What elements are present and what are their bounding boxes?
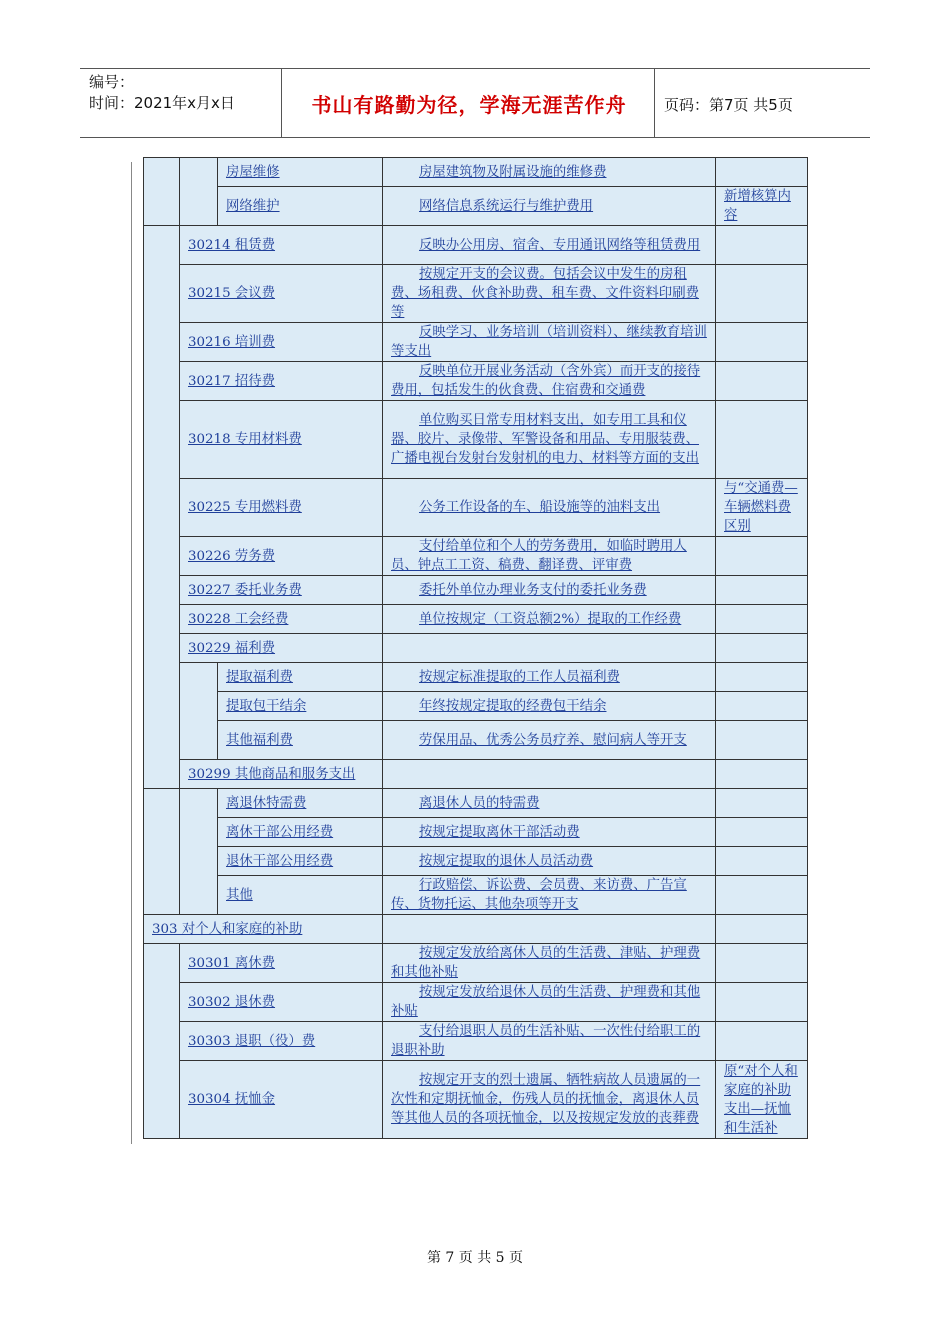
item-note-cell	[716, 362, 808, 401]
item-name-cell	[218, 721, 383, 760]
item-name-cell	[180, 760, 383, 789]
item-desc-cell	[383, 362, 716, 401]
item-desc-cell	[383, 576, 716, 605]
item-desc-cell	[383, 983, 716, 1022]
table-row	[144, 537, 808, 576]
item-name-cell	[180, 265, 383, 323]
item-link[interactable]: 30216 培训费	[188, 334, 276, 350]
expense-table-container	[143, 157, 807, 1139]
indent-cell	[144, 789, 180, 915]
item-desc[interactable]: 单位购买日常专用材料支出，如专用工具和仪器、胶片、录像带、军警设备和用品、专用服装费、广播电视台发射台发射机的电力、材料等方面的支出	[391, 413, 699, 466]
item-name-cell	[180, 1061, 383, 1139]
table-row	[144, 187, 808, 226]
item-desc-cell	[383, 634, 716, 663]
item-desc[interactable]: 按规定发放给离休人员的生活费、津贴、护理费和其他补贴	[391, 946, 701, 980]
item-name-cell	[218, 847, 383, 876]
item-desc[interactable]: 单位按规定（工资总额2%）提取的工作经费	[419, 611, 682, 627]
table-row	[144, 876, 808, 915]
header-divider	[654, 69, 655, 137]
item-link[interactable]: 30299 其他商品和服务支出	[188, 766, 356, 782]
item-desc[interactable]: 年终按规定提取的经费包干结余	[419, 698, 607, 714]
item-note-cell	[716, 818, 808, 847]
table-row	[144, 760, 808, 789]
item-note-cell	[716, 576, 808, 605]
item-desc-cell	[383, 605, 716, 634]
item-note-cell	[716, 401, 808, 479]
header-motto: 书山有路勤为径，学海无涯苦作舟	[311, 92, 627, 117]
item-desc[interactable]: 按规定标准提取的工作人员福利费	[419, 669, 620, 685]
item-link[interactable]: 30302 退休费	[188, 994, 276, 1010]
item-desc[interactable]: 按规定发放给退休人员的生活费、护理费和其他补贴	[391, 985, 701, 1019]
item-note-cell	[716, 634, 808, 663]
item-note-cell	[716, 1061, 808, 1139]
item-name-cell	[180, 479, 383, 537]
table-row	[144, 789, 808, 818]
table-row	[144, 265, 808, 323]
item-link[interactable]: 30214 租赁费	[188, 237, 276, 253]
item-link[interactable]: 退休干部公用经费	[226, 853, 334, 869]
table-row	[144, 576, 808, 605]
item-desc-cell	[383, 226, 716, 265]
category-name-cell	[144, 915, 383, 944]
item-desc[interactable]: 离退休人员的特需费	[419, 795, 540, 811]
item-link[interactable]: 房屋维修	[226, 164, 280, 180]
item-desc-cell	[383, 401, 716, 479]
item-desc-cell	[383, 265, 716, 323]
item-link[interactable]: 30227 委托业务费	[188, 582, 302, 598]
item-link[interactable]: 30218 专用材料费	[188, 432, 302, 447]
indent-cell	[144, 158, 180, 226]
item-desc-cell	[383, 663, 716, 692]
item-desc[interactable]: 劳保用品、优秀公务员疗养、慰问病人等开支	[419, 732, 687, 748]
table-row	[144, 362, 808, 401]
table-row	[144, 1022, 808, 1061]
item-link[interactable]: 30226 劳务费	[188, 548, 276, 564]
item-name-cell	[218, 663, 383, 692]
item-desc-cell	[383, 760, 716, 789]
item-note-cell	[716, 876, 808, 915]
item-note-cell	[716, 479, 808, 537]
item-name-cell	[218, 187, 383, 226]
item-note-cell	[716, 226, 808, 265]
item-desc[interactable]: 按规定提取离休干部活动费	[419, 824, 580, 840]
item-name-cell	[180, 983, 383, 1022]
item-name-cell	[180, 362, 383, 401]
item-note-cell	[716, 721, 808, 760]
item-name-cell	[218, 789, 383, 818]
item-note-cell	[716, 789, 808, 818]
item-desc-cell	[383, 915, 716, 944]
item-desc-cell	[383, 721, 716, 760]
item-desc-cell	[383, 692, 716, 721]
item-name-cell	[218, 818, 383, 847]
item-link[interactable]: 其他福利费	[226, 732, 293, 748]
item-name-cell	[218, 158, 383, 187]
item-note-cell	[716, 692, 808, 721]
item-desc[interactable]: 反映单位开展业务活动（含外宾）而开支的接待费用，包括发生的伙食费、住宿费和交通费	[391, 364, 701, 398]
item-link[interactable]: 30304 抚恤金	[188, 1092, 276, 1107]
item-link[interactable]: 离退休特需费	[226, 795, 307, 811]
item-note-cell	[716, 187, 808, 226]
item-desc-cell	[383, 1061, 716, 1139]
table-row	[144, 944, 808, 983]
item-note-cell	[716, 323, 808, 362]
table-row	[144, 226, 808, 265]
item-desc-cell	[383, 158, 716, 187]
item-name-cell	[180, 537, 383, 576]
item-desc-cell	[383, 323, 716, 362]
item-desc-cell	[383, 876, 716, 915]
item-link[interactable]: 其他	[226, 887, 253, 903]
item-note-cell	[716, 915, 808, 944]
item-name-cell	[218, 692, 383, 721]
item-desc[interactable]: 支付给退职人员的生活补贴、一次性付给职工的退职补助	[391, 1024, 701, 1058]
item-name-cell	[180, 576, 383, 605]
table-row	[144, 915, 808, 944]
table-row	[144, 818, 808, 847]
item-desc[interactable]: 委托外单位办理业务支付的委托业务费	[419, 582, 647, 598]
item-link[interactable]: 30303 退职（役）费	[188, 1033, 316, 1049]
indent-cell	[144, 944, 180, 1139]
item-note[interactable]: 原“对个人和家庭的补助支出—抚恤和生活补	[724, 1063, 798, 1136]
item-note-cell	[716, 663, 808, 692]
item-desc[interactable]: 支付给单位和个人的劳务费用，如临时聘用人员、钟点工工资、稿费、翻译费、评审费	[391, 539, 687, 573]
item-link[interactable]: 提取福利费	[226, 669, 293, 685]
page-footer: 第 7 页 共 5 页	[426, 1250, 524, 1266]
item-desc[interactable]: 按规定开支的会议费。包括会议中发生的房租费、场租费、伙食补助费、租车费、文件资料印刷费等	[391, 267, 699, 320]
item-link[interactable]: 30225 专用燃料费	[188, 500, 302, 515]
item-link[interactable]: 网络维护	[226, 198, 280, 214]
item-desc[interactable]: 公务工作设备的车、船设施等的油料支出	[419, 500, 661, 515]
item-name-cell	[180, 323, 383, 362]
item-name-cell	[180, 944, 383, 983]
item-note-cell	[716, 847, 808, 876]
indent-cell	[180, 158, 218, 226]
item-name-cell	[180, 605, 383, 634]
item-note-cell	[716, 983, 808, 1022]
item-desc-cell	[383, 537, 716, 576]
item-note-cell	[716, 265, 808, 323]
item-desc-cell	[383, 847, 716, 876]
table-row	[144, 663, 808, 692]
item-note-cell	[716, 605, 808, 634]
item-note-cell	[716, 1022, 808, 1061]
item-desc[interactable]: 反映学习、业务培训（培训资料）、继续教育培训等支出	[391, 325, 707, 359]
item-link[interactable]: 离休干部公用经费	[226, 824, 334, 840]
item-name-cell	[180, 634, 383, 663]
item-name-cell	[218, 876, 383, 915]
item-name-cell	[180, 226, 383, 265]
table-row	[144, 634, 808, 663]
document-time-label: 时间：2021年x月x日	[89, 94, 235, 112]
table-row	[144, 721, 808, 760]
margin-rule	[131, 162, 132, 1144]
item-desc-cell	[383, 187, 716, 226]
item-link[interactable]: 30229 福利费	[188, 640, 276, 656]
item-note-cell	[716, 158, 808, 187]
item-note[interactable]: 与“交通费—车辆燃料费区别	[724, 481, 798, 534]
item-note[interactable]: 新增核算内容	[724, 189, 791, 223]
item-desc[interactable]: 反映办公用房、宿舍、专用通讯网络等租赁费用	[419, 237, 701, 253]
item-desc-cell	[383, 944, 716, 983]
item-desc[interactable]: 按规定开支的烈士遗属、牺牲病故人员遗属的一次性和定期抚恤金，伤残人员的抚恤金，离退休人员等其他人员的各项抚恤金，以及按规定发放的丧葬费	[391, 1073, 701, 1126]
item-link[interactable]: 30215 会议费	[188, 286, 276, 301]
table-row	[144, 847, 808, 876]
table-row	[144, 1061, 808, 1139]
item-desc-cell	[383, 479, 716, 537]
table-row	[144, 158, 808, 187]
table-row	[144, 605, 808, 634]
table-row	[144, 983, 808, 1022]
indent-cell	[144, 226, 180, 789]
table-row	[144, 401, 808, 479]
category-link[interactable]: 303 对个人和家庭的补助	[152, 921, 303, 937]
header-page-number: 页码：第7页 共5页	[664, 96, 793, 114]
item-name-cell	[180, 1022, 383, 1061]
header-left	[89, 72, 235, 114]
item-desc[interactable]: 按规定提取的退休人员活动费	[419, 853, 594, 869]
table-row	[144, 323, 808, 362]
item-desc[interactable]: 房屋建筑物及附属设施的维修费	[419, 164, 607, 180]
page-header	[80, 68, 870, 138]
item-link[interactable]: 30228 工会经费	[188, 611, 289, 627]
expense-table	[143, 157, 808, 1139]
indent-cell	[180, 789, 218, 915]
indent-cell	[180, 663, 218, 760]
item-desc-cell	[383, 789, 716, 818]
item-link[interactable]: 提取包干结余	[226, 698, 307, 714]
item-note-cell	[716, 760, 808, 789]
item-name-cell	[180, 401, 383, 479]
document-number-label: 编号：	[89, 73, 135, 91]
table-row	[144, 479, 808, 537]
item-desc[interactable]: 网络信息系统运行与维护费用	[419, 198, 594, 214]
item-note-cell	[716, 537, 808, 576]
table-row	[144, 692, 808, 721]
item-link[interactable]: 30301 离休费	[188, 955, 276, 971]
item-note-cell	[716, 944, 808, 983]
item-desc-cell	[383, 1022, 716, 1061]
item-desc-cell	[383, 818, 716, 847]
item-link[interactable]: 30217 招待费	[188, 373, 276, 389]
item-desc[interactable]: 行政赔偿、诉讼费、会员费、来访费、广告宣传、货物托运、其他杂项等开支	[391, 878, 687, 912]
